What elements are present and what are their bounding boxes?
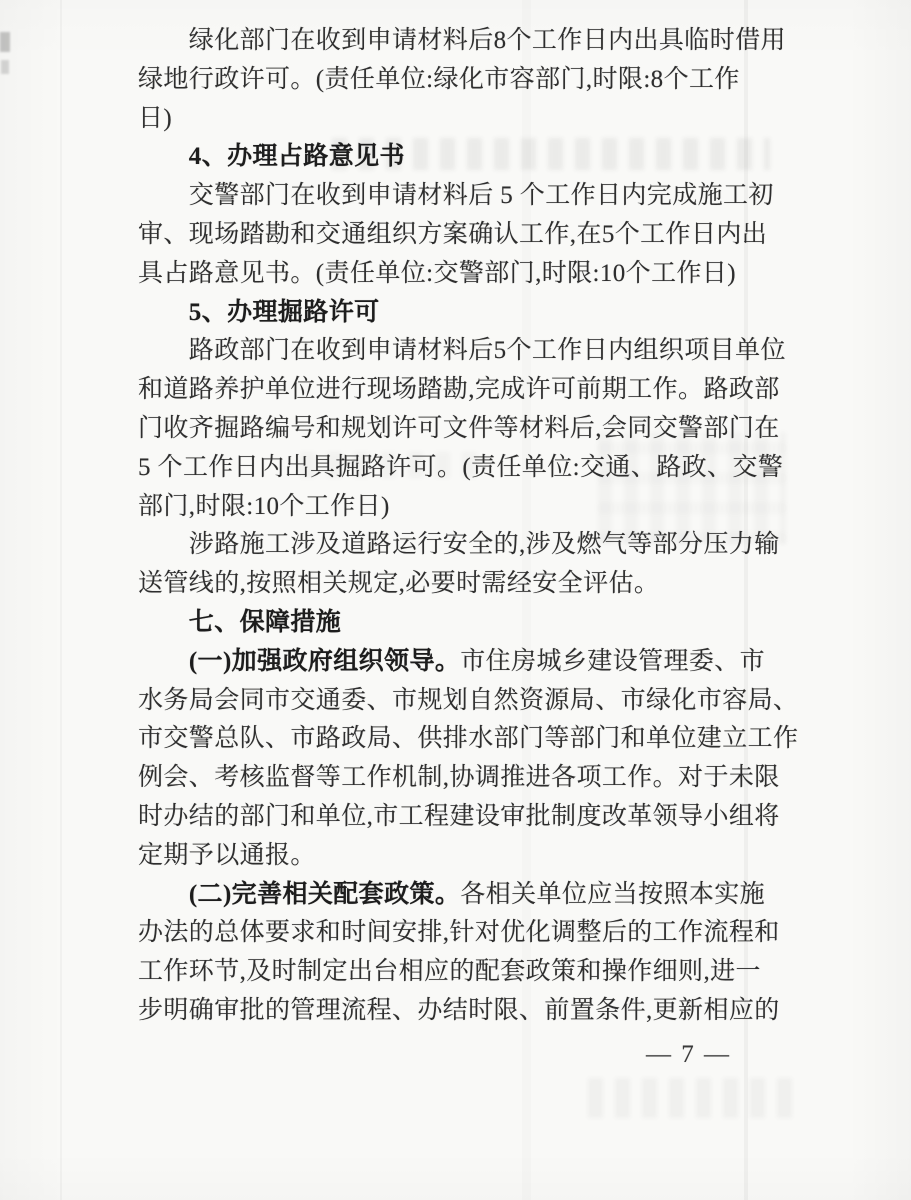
text-line: 路政部门在收到申请材料后5个工作日内组织项目单位 [138,337,786,365]
bleedthrough-ghost-text [588,1078,793,1118]
document-body [138,22,818,1031]
text-line: 办法的总体要求和时间安排,针对优化调整后的工作流程和 [138,919,780,947]
text-line: (二)完善相关配套政策。各相关单位应当按照本实施 [188,880,766,908]
paragraph [138,177,818,293]
text-line: 涉路施工涉及道路运行安全的,涉及燃气等部分压力输 [138,531,780,559]
text-line: 交警部门在收到申请材料后 5 个工作日内完成施工初 [138,182,774,210]
paragraph [138,22,818,138]
scan-edge-smudge [0,32,10,52]
text-line: 七、保障措施 [138,608,342,636]
text-line: (一)加强政府组织领导。市住房城乡建设管理委、市 [188,647,766,675]
text-line: 时办结的部门和单位,市工程建设审批制度改革领导小组将 [138,802,780,830]
text-line: 具占路意见书。(责任单位:交警部门,时限:10个工作日) [138,259,736,287]
paragraph [138,876,818,1031]
section-heading [138,138,818,177]
text-line: 定期予以通报。 [138,841,316,869]
scan-edge-smudge [1,60,9,74]
paragraph [138,643,818,876]
text-line: 送管线的,按照相关规定,必要时需经安全评估。 [138,570,660,598]
paragraph [138,526,818,604]
text-line: 工作环节,及时制定出台相应的配套政策和操作细则,进一 [138,958,761,986]
paragraph-lead: (一)加强政府组织领导。 [188,647,461,675]
scan-streak [60,0,62,1200]
text-line: 和道路养护单位进行现场踏勘,完成许可前期工作。路政部 [138,376,780,404]
page-number: — 7 — [646,1041,731,1068]
text-line: 市交警总队、市路政局、供排水部门等部门和单位建立工作 [138,725,799,753]
text-line: 绿化部门在收到申请材料后8个工作日内出具临时借用 [138,27,786,54]
text-line: 审、现场踏勘和交通组织方案确认工作,在5个工作日内出 [138,220,768,248]
text-line: 日) [138,104,173,132]
text-line: 4、办理占路意见书 [138,143,405,171]
text-line: 绿地行政许可。(责任单位:绿化市容部门,时限:8个工作 [138,65,740,93]
section-heading [138,604,818,643]
paragraph [138,332,818,526]
text-line: 门收齐掘路编号和规划许可文件等材料后,会同交警部门在 [138,414,780,442]
text-line: 5、办理掘路许可 [138,298,380,326]
text-line: 步明确审批的管理流程、办结时限、前置条件,更新相应的 [138,996,780,1024]
paragraph-lead: (二)完善相关配套政策。 [188,880,461,908]
text-line: 部门,时限:10个工作日) [138,492,390,520]
text-line: 5 个工作日内出具掘路许可。(责任单位:交通、路政、交警 [138,453,784,481]
text-line: 水务局会同市交通委、市规划自然资源局、市绿化市容局、 [138,686,799,714]
text-line: 例会、考核监督等工作机制,协调推进各项工作。对于未限 [138,764,780,792]
section-heading [138,294,818,333]
